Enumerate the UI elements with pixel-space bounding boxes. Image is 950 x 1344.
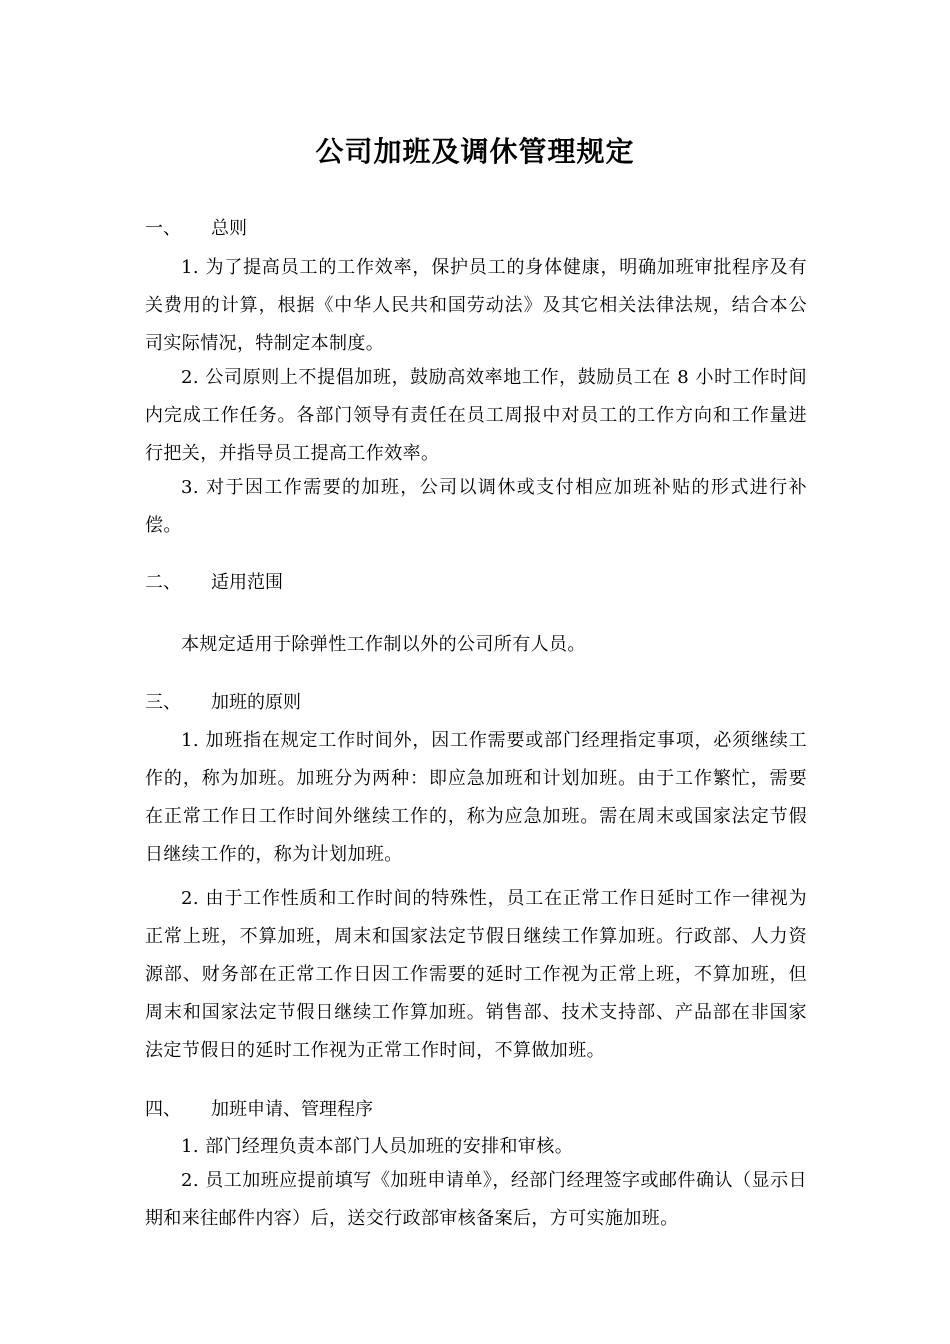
section-title: 适用范围 [211, 572, 283, 593]
section-heading-principles [145, 689, 301, 717]
paragraph: 1. 为了提高员工的工作效率，保护员工的身体健康，明确加班审批程序及有关费用的计算，根据《中华人民共和国劳动法》及其它相关法律法规，结合本公司实际情况，特制定本制度。 [145, 257, 807, 354]
section-number: 三、 [145, 692, 181, 713]
section-number: 一、 [145, 218, 181, 239]
paragraph: 本规定适用于除弹性工作制以外的公司所有人员。 [181, 634, 586, 655]
section-number: 二、 [145, 572, 181, 593]
section-number: 四、 [145, 1099, 181, 1120]
document-title: 公司加班及调休管理规定 [315, 135, 635, 168]
paragraph: 1. 部门经理负责本部门人员加班的安排和审核。 [181, 1136, 574, 1157]
section-heading-scope [145, 569, 283, 597]
paragraph: 2. 由于工作性质和工作时间的特殊性，员工在正常工作日延时工作一律视为正常上班，不算加班，周末和国家法定节假日继续工作算加班。行政部、人力资源部、财务部在正常工作日因工作需要的延时工作视为正常上班，不算加班，但周末和国家法定节假日继续工作算加班。销售部、技术支持部、产品部在非国家法定节假日的延时工作视为正常工作时间，不算做加班。 [145, 888, 807, 1061]
section-title: 总则 [211, 218, 247, 239]
paragraph: 1. 加班指在规定工作时间外，因工作需要或部门经理指定事项，必须继续工作的，称为加班。加班分为两种：即应急加班和计划加班。由于工作繁忙，需要在正常工作日工作时间外继续工作的，称为应急加班。需在周末或国家法定节假日继续工作的，称为计划加班。 [145, 730, 807, 865]
section-title: 加班申请、管理程序 [211, 1099, 373, 1120]
paragraph: 3. 对于因工作需要的加班，公司以调休或支付相应加班补贴的形式进行补偿。 [145, 477, 807, 536]
paragraph: 2. 公司原则上不提倡加班，鼓励高效率地工作，鼓励员工在 8 小时工作时间内完成工作任务。各部门领导有责任在员工周报中对员工的工作方向和工作量进行把关，并指导员工提高工作效率。 [145, 367, 807, 464]
section-heading-procedure [145, 1096, 373, 1124]
section-title: 加班的原则 [211, 692, 301, 713]
section-heading-general [145, 215, 247, 243]
paragraph: 2. 员工加班应提前填写《加班申请单》，经部门经理签字或邮件确认（显示日期和来往邮件内容）后，送交行政部审核备案后，方可实施加班。 [145, 1170, 807, 1229]
